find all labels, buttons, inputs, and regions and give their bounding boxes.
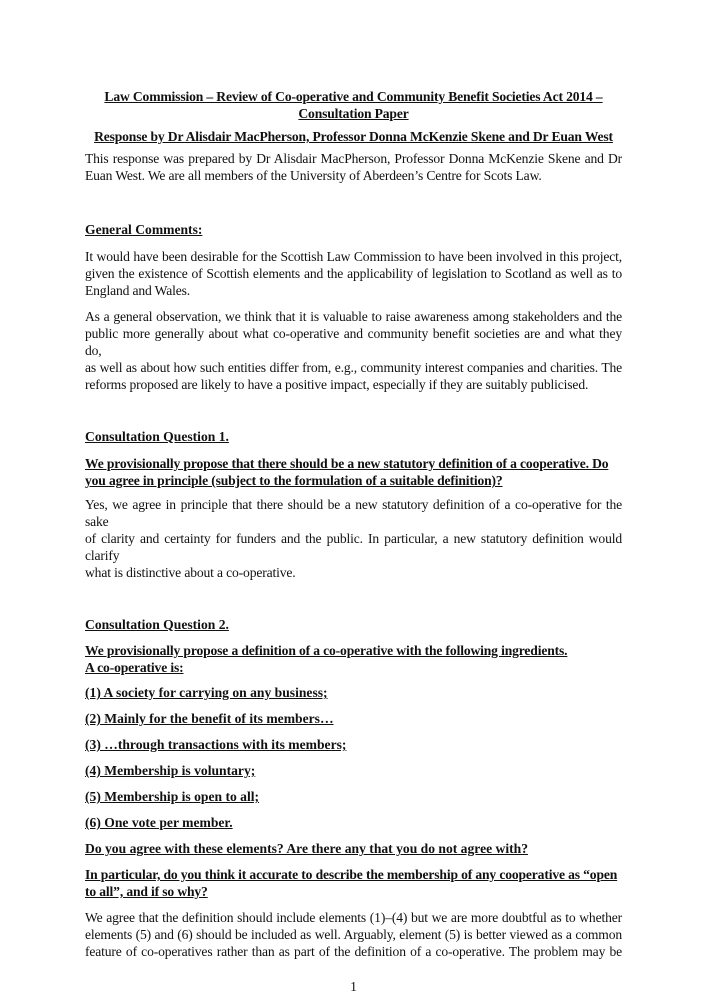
ask-text: Do you agree with these elements? Are there any that you do not agree with? <box>85 841 529 856</box>
title-line: Consultation Paper <box>298 106 409 121</box>
line: In particular, do you think it accurate to describe the membership of any cooperative as “open <box>85 867 618 882</box>
line: As a general observation, we think that it is valuable to raise awareness among stakeholders and the <box>85 309 622 324</box>
q2-item <box>85 788 622 805</box>
line: of clarity and certainty for funders and the public. In particular, a new statutory definition would clarify <box>85 531 622 563</box>
item-text: (4) Membership is voluntary; <box>85 763 256 778</box>
heading-text: Consultation Question 1. <box>85 429 229 444</box>
line: We agree that the definition should include elements (1)–(4) but we are more doubtful as to whether <box>85 910 622 925</box>
line: feature of co-operatives rather than as part of the definition of a co-operative. The problem may be <box>85 944 622 959</box>
heading-text: General Comments: <box>85 222 203 237</box>
line: Yes, we agree in principle that there should be a new statutory definition of a co-operative for the sake <box>85 497 622 529</box>
title-line: Law Commission – Review of Co-operative and Community Benefit Societies Act 2014 – <box>104 89 603 104</box>
q1-question <box>85 455 622 489</box>
q2-item <box>85 684 622 701</box>
line: you agree in principle (subject to the formulation of a suitable definition)? <box>85 473 503 488</box>
line: elements (5) and (6) should be included as well. Arguably, element (5) is better viewed as a common <box>85 927 622 942</box>
line: It would have been desirable for the Scottish Law Commission to have been involved in this project, <box>85 249 622 264</box>
q2-item <box>85 814 622 831</box>
q2-item <box>85 762 622 779</box>
line: This response was prepared by Dr Alisdair MacPherson, Professor Donna McKenzie Skene and Dr <box>85 151 622 166</box>
page-number: 1 <box>350 979 357 994</box>
general-paragraph-2 <box>85 308 622 393</box>
line: England and Wales. <box>85 283 191 298</box>
item-text: (2) Mainly for the benefit of its members… <box>85 711 334 726</box>
line: Euan West. We are all members of the University of Aberdeen’s Centre for Scots Law. <box>85 168 542 183</box>
line: to all”, and if so why? <box>85 884 208 899</box>
line: as well as about how such entities differ from, e.g., community interest companies and charities. The <box>85 360 622 375</box>
line: We provisionally propose a definition of a co-operative with the following ingredients. <box>85 643 568 658</box>
q2-item <box>85 710 622 727</box>
item-text: (5) Membership is open to all; <box>85 789 260 804</box>
heading-text: Consultation Question 2. <box>85 617 229 632</box>
q1-answer <box>85 496 622 581</box>
intro-paragraph <box>85 150 622 184</box>
line: what is distinctive about a co-operative. <box>85 565 296 580</box>
q2-answer <box>85 909 622 960</box>
item-text: (6) One vote per member. <box>85 815 233 830</box>
line: A co-operative is: <box>85 660 184 675</box>
q2-ask-2 <box>85 866 622 900</box>
response-by-text: Response by Dr Alisdair MacPherson, Professor Donna McKenzie Skene and Dr Euan West <box>94 129 613 144</box>
general-paragraph-1 <box>85 248 622 299</box>
response-by <box>85 128 622 145</box>
q2-intro <box>85 642 622 676</box>
line: reforms proposed are likely to have a positive impact, especially if they are suitably publicised. <box>85 377 589 392</box>
q2-ask-1 <box>85 840 622 857</box>
q1-heading <box>85 428 622 445</box>
item-text: (1) A society for carrying on any business; <box>85 685 328 700</box>
line: We provisionally propose that there should be a new statutory definition of a cooperative. Do <box>85 456 609 471</box>
q2-item <box>85 736 622 753</box>
line: public more generally about what co-operative and community benefit societies are and what they do, <box>85 326 622 358</box>
line: given the existence of Scottish elements and the applicability of legislation to Scotland as well as to <box>85 266 622 281</box>
general-comments-heading <box>85 221 622 238</box>
document-title <box>85 88 622 122</box>
item-text: (3) …through transactions with its members; <box>85 737 347 752</box>
q2-heading <box>85 616 622 633</box>
